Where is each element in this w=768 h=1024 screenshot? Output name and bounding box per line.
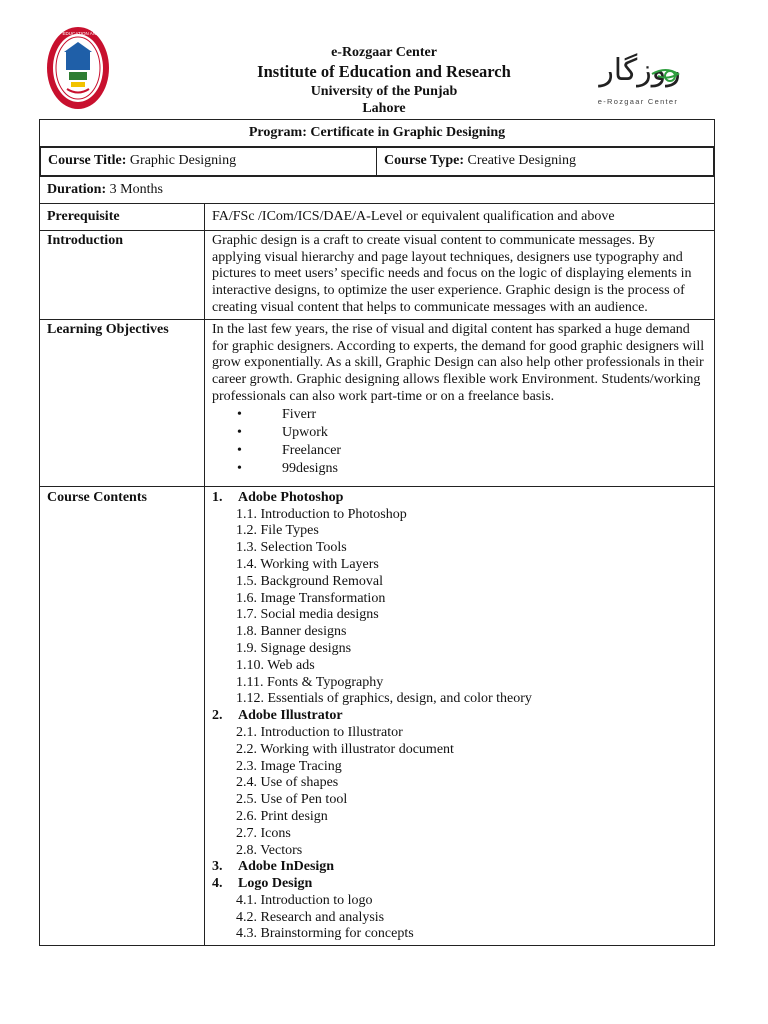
list-item: 1.4. Working with Layers bbox=[236, 556, 379, 572]
duration-value: 3 Months bbox=[106, 181, 163, 197]
list-item: 2.3. Image Tracing bbox=[236, 758, 342, 774]
brand-urdu-text: روزگار bbox=[599, 53, 681, 88]
introduction-text: Graphic design is a craft to create visual content to communicate messages. By applying visual hierarchy and page layout techniques, designers use typography and pictures to meet users’ specific needs and focus on the logic of displaying elements in interactive designs, to optimize the user experience. Graphic design is the process of creating visual content that helps to communicate messages with an audience. bbox=[205, 230, 715, 319]
university-name: University of the Punjab bbox=[310, 84, 458, 99]
learning-objectives-text: In the last few years, the rise of visual and digital content has sparked a huge demand for graphic designers. According to experts, the demand for good graphic designers will grow exponentially. As a skill, Graphic Design can also help other professionals in their career growth. Graphic designing allows flexible work Environment. Students/working professionals can also work part-time or on a freelance basis. bbox=[212, 321, 705, 404]
duration-label: Duration: bbox=[47, 181, 107, 197]
course-title-row bbox=[40, 147, 715, 177]
list-item: 1.8. Banner designs bbox=[236, 624, 347, 640]
module-heading: 1. Adobe Photoshop bbox=[212, 489, 344, 505]
introduction-label: Introduction bbox=[40, 230, 205, 319]
center-name: e-Rozgaar Center bbox=[331, 45, 437, 60]
course-type-cell bbox=[377, 148, 714, 176]
list-item: 1.7. Social media designs bbox=[236, 607, 379, 623]
list-item: 1.11. Fonts & Typography bbox=[236, 674, 384, 690]
course-title-label: Course Title: bbox=[48, 153, 127, 168]
course-title-cell bbox=[41, 148, 377, 176]
platform-list bbox=[212, 406, 707, 478]
list-item: • 99designs bbox=[212, 460, 707, 478]
course-contents-label: Course Contents bbox=[40, 486, 205, 946]
introduction-row bbox=[40, 230, 715, 319]
module-heading: 3. Adobe InDesign bbox=[212, 859, 335, 875]
list-item: 1.12. Essentials of graphics, design, and color theory bbox=[236, 691, 532, 707]
institute-name: Institute of Education and Research bbox=[257, 62, 511, 81]
course-table bbox=[39, 119, 715, 946]
list-item: 2.7. Icons bbox=[236, 825, 291, 841]
city-name: Lahore bbox=[362, 101, 406, 116]
list-item: • Upwork bbox=[212, 424, 707, 442]
prerequisite-value: FA/FSc /ICom/ICS/DAE/A-Level or equivalent qualification and above bbox=[205, 203, 715, 230]
list-item: • Freelancer bbox=[212, 442, 707, 460]
seal-text: INSTITUTE OF EDUCATION AND RESEARCH bbox=[30, 31, 126, 36]
course-type-value: Creative Designing bbox=[463, 153, 576, 168]
list-item: 1.2. File Types bbox=[236, 523, 319, 539]
list-item: 1.9. Signage designs bbox=[236, 640, 352, 656]
list-item: 1.6. Image Transformation bbox=[236, 590, 386, 606]
program-row bbox=[40, 120, 715, 147]
list-item: 2.2. Working with illustrator document bbox=[236, 741, 454, 757]
learning-objectives-label: Learning Objectives bbox=[40, 319, 205, 486]
list-item: 1.1. Introduction to Photoshop bbox=[236, 506, 407, 522]
list-item: 2.4. Use of shapes bbox=[236, 775, 339, 791]
list-item: 1.3. Selection Tools bbox=[236, 540, 347, 556]
list-item: • Fiverr bbox=[212, 406, 707, 424]
duration-row bbox=[40, 176, 715, 203]
list-item: 1.5. Background Removal bbox=[236, 573, 383, 589]
list-item: 4.1. Introduction to logo bbox=[236, 892, 373, 908]
course-type-label: Course Type: bbox=[384, 153, 464, 168]
list-item: 4.3. Brainstorming for concepts bbox=[236, 926, 414, 942]
module-heading: 4. Logo Design bbox=[212, 876, 313, 892]
document-header bbox=[0, 0, 768, 118]
list-item: 2.5. Use of Pen tool bbox=[236, 792, 348, 808]
course-contents-list bbox=[205, 486, 715, 946]
list-item: 2.1. Introduction to Illustrator bbox=[236, 724, 403, 740]
list-item: 1.10. Web ads bbox=[236, 657, 315, 673]
program-title: Program: Certificate in Graphic Designing bbox=[40, 120, 715, 147]
brand-subtitle: e-Rozgaar Center bbox=[597, 97, 679, 106]
course-contents-row bbox=[40, 486, 715, 946]
module-heading: 2. Adobe Illustrator bbox=[212, 708, 343, 724]
prerequisite-row bbox=[40, 203, 715, 230]
list-item: 2.6. Print design bbox=[236, 808, 328, 824]
list-item: 2.8. Vectors bbox=[236, 842, 303, 858]
list-item: 4.2. Research and analysis bbox=[236, 909, 385, 925]
learning-objectives-row bbox=[40, 319, 715, 486]
course-title-value: Graphic Designing bbox=[126, 153, 237, 168]
prerequisite-label: Prerequisite bbox=[40, 203, 205, 230]
